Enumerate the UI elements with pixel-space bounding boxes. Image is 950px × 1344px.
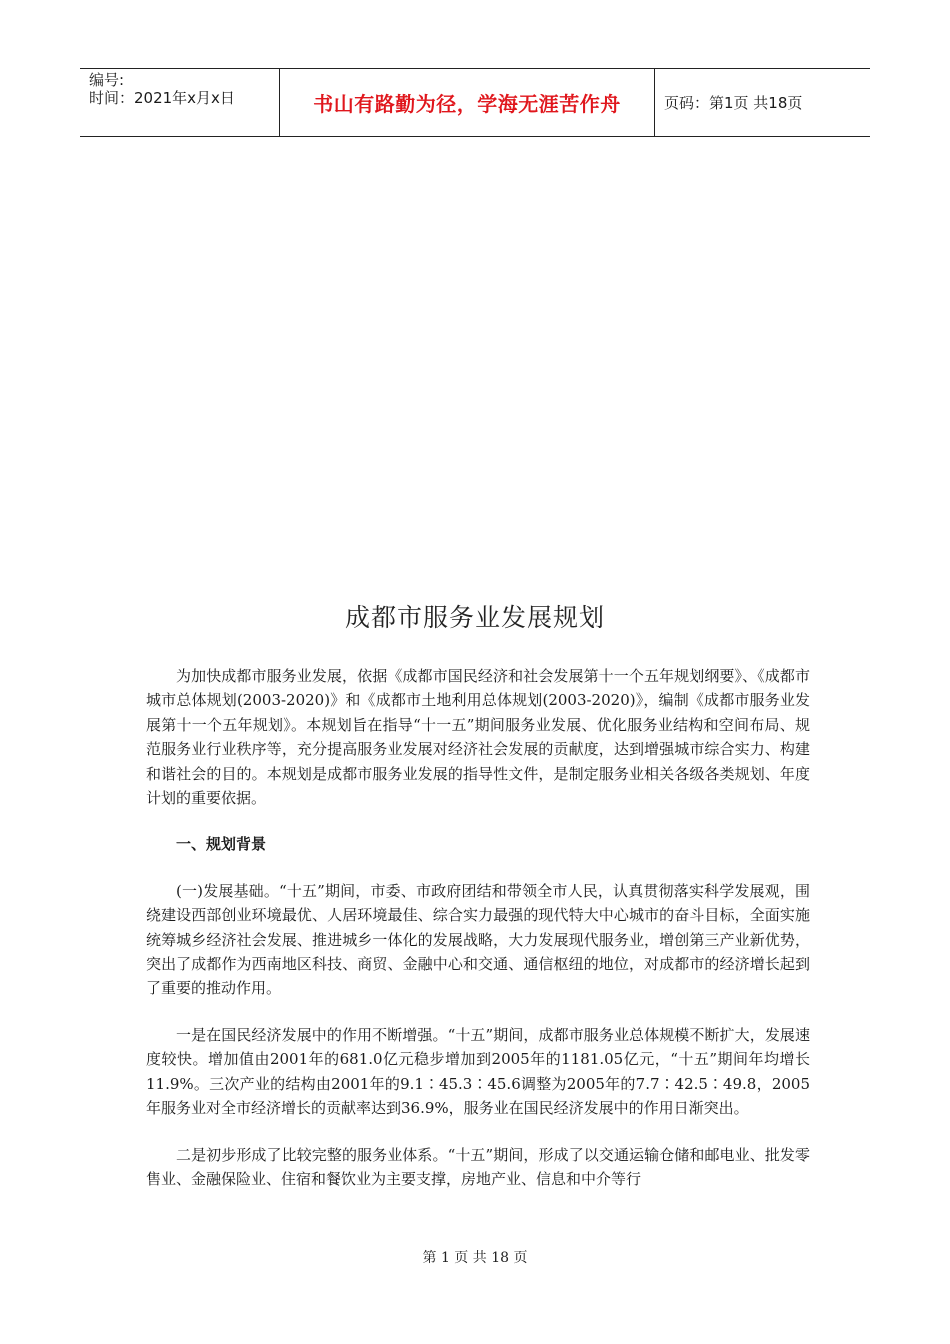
paragraph-development-basis: (一)发展基础。“十五”期间，市委、市政府团结和带领全市人民，认真贯彻落实科学发展观，围绕建设西部创业环境最优、人居环境最佳、综合实力最强的现代特大中心城市的奋斗目标，全面实施统筹城乡经济社会发展、推进城乡一体化的发展战略，大力发展现代服务业，增创第三产业新优势，突出了成都作为西南地区科技、商贸、金融中心和交通、通信枢纽的地位，对成都市的经济增长起到了重要的推动作用。: [146, 881, 810, 998]
paragraph-role-growing: 一是在国民经济发展中的作用不断增强。“十五”期间，成都市服务业总体规模不断扩大，发展速度较快。增加值由2001年的681.0亿元稳步增加到2005年的1181.05亿元，“十五”期间年均增长11.9%。三次产业的结构由2001年的9.1∶45.3∶45.6调整为2005年的7.7∶42.5∶49.8，2005年服务业对全市经济增长的贡献率达到36.9%，服务业在国民经济发展中的作用日渐突出。: [146, 1025, 810, 1118]
document-body: [146, 664, 810, 1213]
page-footer: 第 1 页 共 18 页: [422, 1250, 528, 1266]
paragraph-service-system: 二是初步形成了比较完整的服务业体系。“十五”期间，形成了以交通运输仓储和邮电业、批发零售业、金融保险业、住宿和餐饮业为主要支撑，房地产业、信息和中介等行: [146, 1145, 810, 1188]
section-heading: 一、规划背景: [176, 835, 267, 854]
time-label: 时间：2021年x月x日: [89, 89, 235, 107]
header-motto: 书山有路勤为径，学海无涯苦作舟: [280, 69, 655, 136]
serial-label: 编号:: [89, 71, 125, 89]
intro-paragraph: 为加快成都市服务业发展，依据《成都市国民经济和社会发展第十一个五年规划纲要》、《成都市城市总体规划(2003-2020)》和《成都市土地利用总体规划(2003-2020)》，编制《成都市服务业发展第十一个五年规划》。本规划旨在指导“十一五”期间服务业发展、优化服务业结构和空间布局、规范服务业行业秩序等，充分提高服务业发展对经济社会发展的贡献度，达到增强城市综合实力、构建和谐社会的目的。本规划是成都市服务业发展的指导性文件，是制定服务业相关各级各类规划、年度计划的重要依据。: [146, 667, 810, 808]
document-title: 成都市服务业发展规划: [344, 603, 605, 632]
header-page-number: 页码：第1页 共18页: [664, 94, 803, 112]
header-meta-cell: [80, 69, 280, 136]
page-header: [80, 68, 870, 137]
